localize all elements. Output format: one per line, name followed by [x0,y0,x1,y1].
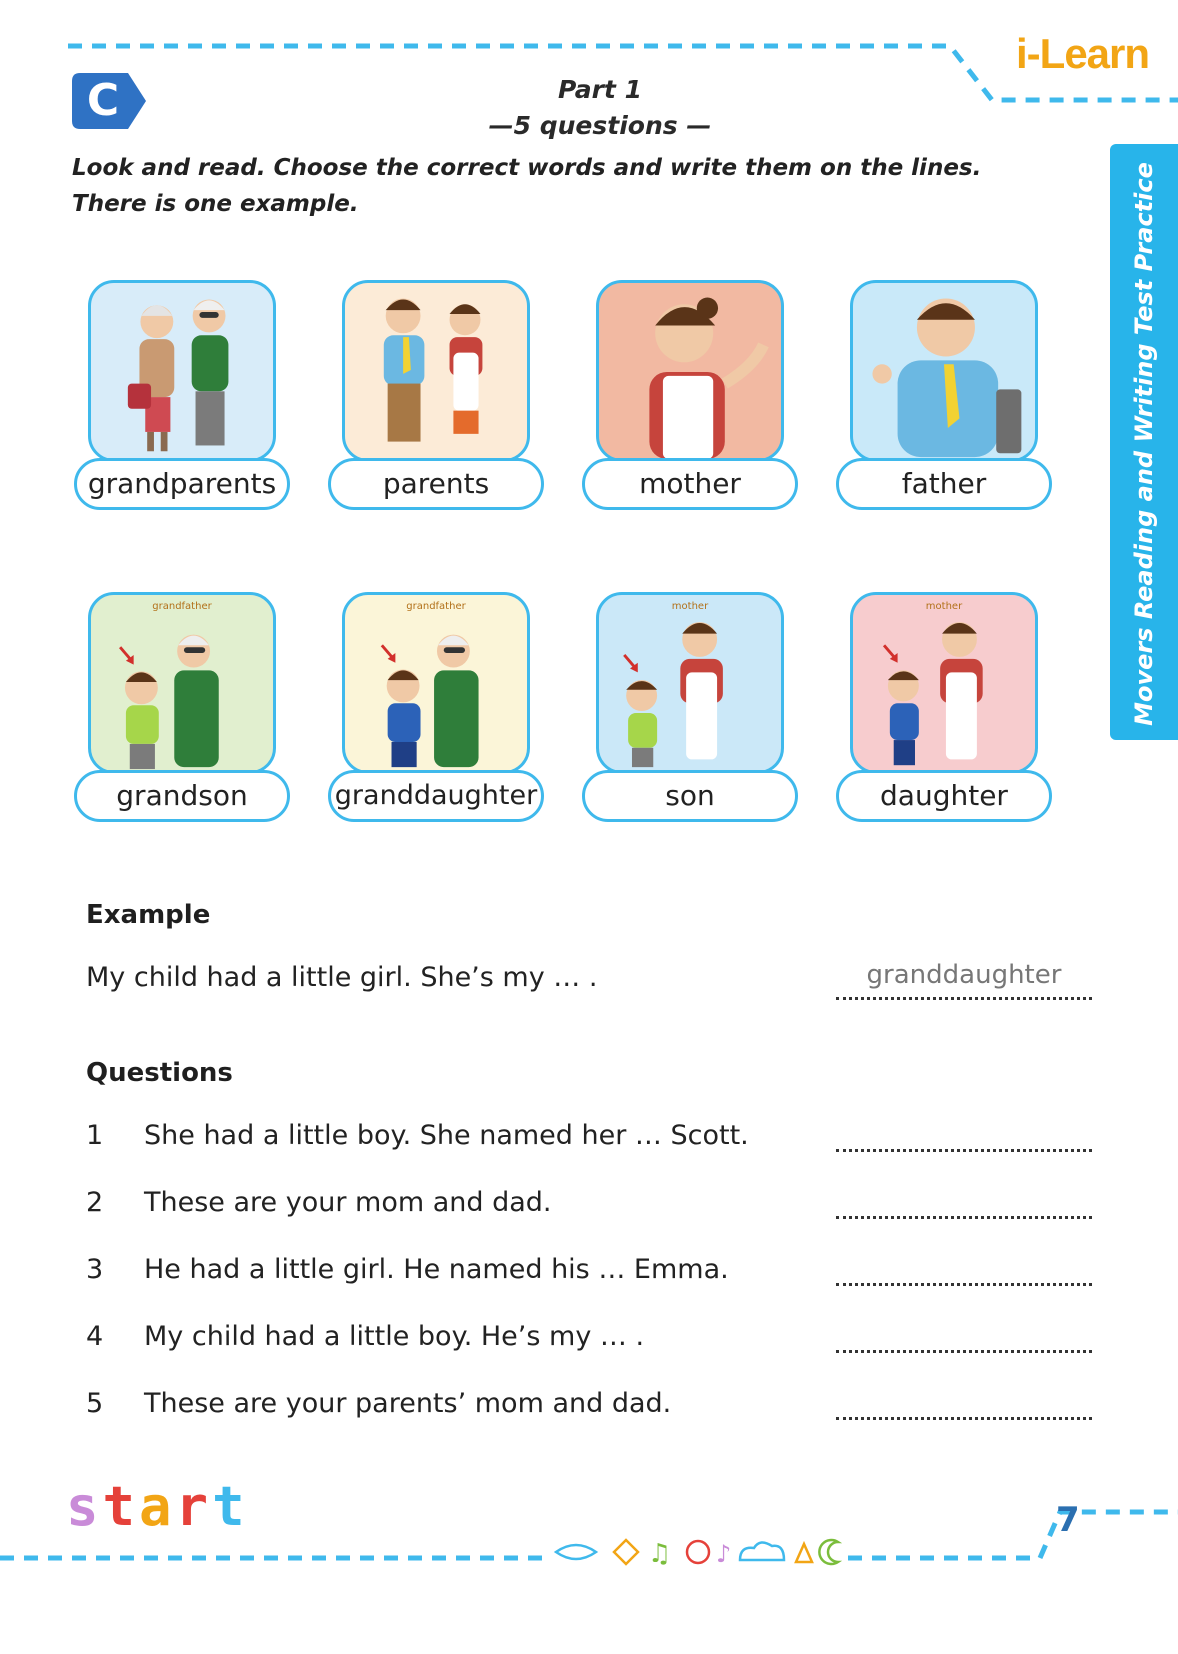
mother-illustration [599,283,781,459]
page-number: 7 [1056,1500,1080,1540]
start-letter-s: s [66,1475,103,1538]
picture-son [596,592,784,774]
instructions-line-2: There is one example. [72,191,359,217]
daughter-illustration [853,595,1035,771]
question-number: 4 [86,1321,104,1352]
part-title-block [440,72,760,144]
picture-parents [342,280,530,462]
section-tag [72,73,148,129]
word-grandparents: grandparents [74,458,290,510]
grandparents-illustration [91,283,273,459]
question-text: My child had a little boy. He’s my … . [144,1321,645,1352]
cloud-icon [740,1542,784,1560]
question-text: These are your parents’ mom and dad. [144,1388,672,1419]
example-answer: granddaughter [866,960,1062,990]
flower-icon [687,1541,709,1563]
answer-line-1[interactable] [836,1124,1092,1152]
word-granddaughter: granddaughter [328,770,544,822]
start-letter-r: r [175,1475,213,1538]
question-number: 3 [86,1254,104,1285]
father-illustration [853,283,1035,459]
question-text: He had a little girl. He named his … Emma. [144,1254,729,1285]
question-text: She had a little boy. She named her … Scott. [144,1120,749,1151]
note-icon: ♪ [716,1540,732,1568]
start-letter-t2: t [212,1475,249,1538]
daughter-card-caption: mother [925,601,963,612]
question-text: These are your mom and dad. [144,1187,552,1218]
example-text: My child had a little girl. She’s my … . [86,962,598,993]
fish-icon [556,1545,596,1559]
word-son: son [582,770,798,822]
start-letter-a: a [139,1475,176,1538]
questions-heading: Questions [86,1058,233,1088]
moon-icon [819,1540,838,1564]
picture-grandparents [88,280,276,462]
grandson-card-caption: grandfather [152,601,212,612]
son-illustration [599,595,781,771]
son-card-caption: mother [671,601,709,612]
picture-father [850,280,1038,462]
side-tab-label: Movers Reading and Writing Test Practice [1130,162,1158,726]
example-heading: Example [86,900,211,930]
question-number: 2 [86,1187,104,1218]
footer-start-word [66,1475,249,1538]
answer-line-5[interactable] [836,1392,1092,1420]
side-tab [1110,144,1178,740]
part-subtitle: —5 questions — [488,111,712,140]
word-parents: parents [328,458,544,510]
instructions [72,150,1072,222]
answer-line-2[interactable] [836,1191,1092,1219]
grandson-illustration [91,595,273,771]
diamond-icon [614,1540,638,1564]
hand-icon [796,1544,812,1562]
music-note-icon: ♫ [648,1539,672,1569]
brand-i: i [1016,30,1027,77]
granddaughter-card-caption: grandfather [406,601,466,612]
parents-illustration [345,283,527,459]
picture-mother [596,280,784,462]
question-number: 1 [86,1120,104,1151]
granddaughter-illustration [345,595,527,771]
answer-line-4[interactable] [836,1325,1092,1353]
start-letter-t: t [102,1475,140,1538]
picture-daughter [850,592,1038,774]
answer-line-3[interactable] [836,1258,1092,1286]
part-title: Part 1 [558,75,642,104]
word-grandson: grandson [74,770,290,822]
brand-text: -Learn [1026,30,1150,77]
instructions-line-1: Look and read. Choose the correct words and write them on the lines. [72,155,982,181]
word-father: father [836,458,1052,510]
word-daughter: daughter [836,770,1052,822]
brand-logo [1016,30,1149,78]
section-letter: C [86,75,120,126]
question-number: 5 [86,1388,104,1419]
picture-granddaughter [342,592,530,774]
word-mother: mother [582,458,798,510]
picture-grandson [88,592,276,774]
footer-doodle-icons [552,1532,848,1572]
